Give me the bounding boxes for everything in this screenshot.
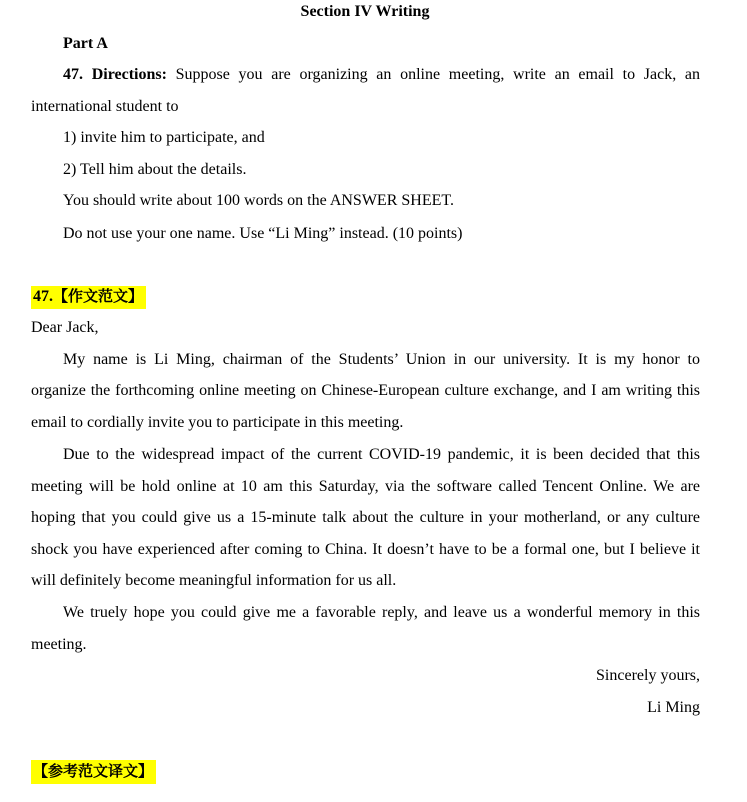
paragraph-2-line-4: shock you have experienced after coming to China. It doesn’t have to be a formal one, but I believe it [31,541,700,558]
word-count-instruction: You should write about 100 words on the ANSWER SHEET. [63,192,454,209]
directions-label: 47. Directions: [63,66,167,83]
sample-heading [31,286,700,306]
directions-line-2: international student to [31,98,179,115]
directions-line-1 [63,65,700,85]
paragraph-1-line-1: My name is Li Ming, chairman of the Students’ Union in our university. It is my honor to [63,351,700,368]
email-greeting: Dear Jack, [31,319,99,336]
directions-text: Suppose you are organizing an online meeting, write an email to Jack, an [166,66,700,83]
paragraph-2-line-2: meeting will be hold online at 10 am this Saturday, via the software called Tencent Online. We are [31,478,700,495]
paragraph-2-line-3: hoping that you could give us a 15-minute talk about the culture in your motherland, or any culture [31,509,700,526]
email-closing: Sincerely yours, [596,667,700,684]
translation-heading-highlight: 【参考范文译文】 [31,760,156,784]
paragraph-2-line-1: Due to the widespread impact of the current COVID-19 pandemic, it is been decided that this [63,446,700,463]
part-label: Part A [63,35,108,52]
sample-heading-text: 【作文范文】 [53,287,144,305]
paragraph-2-line-5: will definitely become meaningful information for us all. [31,572,397,589]
sample-heading-highlight [31,286,146,309]
translation-heading [31,761,700,781]
directions-item-2: 2) Tell him about the details. [63,161,247,178]
name-instruction: Do not use your one name. Use “Li Ming” instead. (10 points) [63,225,463,242]
section-title: Section IV Writing [300,3,430,20]
directions-item-1: 1) invite him to participate, and [63,129,265,146]
paragraph-3-line-2: meeting. [31,636,87,653]
email-signature: Li Ming [647,699,700,716]
paragraph-1-line-2: organize the forthcoming online meeting on Chinese-European culture exchange, and I am writing this [31,382,700,399]
paragraph-3-line-1: We truely hope you could give me a favorable reply, and leave us a wonderful memory in this [63,604,700,621]
paragraph-1-line-3: email to cordially invite you to participate in this meeting. [31,414,404,431]
sample-heading-number: 47. [33,288,53,305]
